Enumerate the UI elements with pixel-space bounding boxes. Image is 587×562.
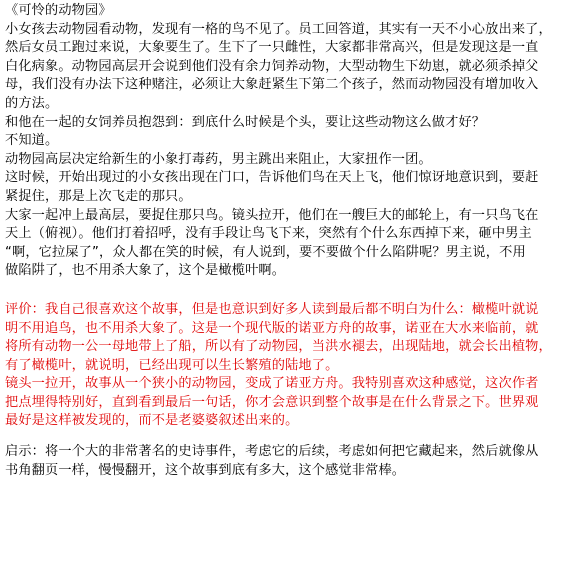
story-line: 做陷阱了，也不用杀大象了，这个是橄榄叶啊。 (5, 263, 286, 279)
story-line: 和他在一起的女饲养员抱怨到：到底什么时候是个头，要让这些动物这么做才好？ (5, 114, 486, 130)
story-line: 紧捉住，那是上次飞走的那只。 (5, 188, 192, 204)
story-line: “啊，它拉屎了”，众人都在笑的时候，有人说到，要不要做个什么陷阱呢？男主说，不用 (5, 244, 526, 260)
story-line: 母，我们没有办法下这种赌注，必须让大象赶紧生下第二个孩子，然而动物园没有增加收入 (5, 77, 539, 93)
review-line: 评价：我自己很喜欢这个故事，但是也意识到好多人读到最后都不明白为什么：橄榄叶就说 (5, 301, 539, 317)
insight-line: 书角翻页一样，慢慢翻开，这个故事到底有多大，这个感觉非常棒。 (5, 462, 406, 478)
story-line: 不知道。 (5, 133, 59, 149)
review-line: 有了橄榄叶，就说明，已经出现可以生长繁殖的陆地了。 (5, 357, 339, 373)
story-line: 小女孩去动物园看动物，发现有一格的鸟不见了。员工回答道，其实有一天不小心放出来了， (5, 21, 552, 37)
story-line: 大家一起冲上最高层，要捉住那只鸟。镜头拉开，他们在一艘巨大的邮轮上，有一只鸟飞在 (5, 207, 539, 223)
insight-line: 启示：将一个大的非常著名的史诗事件，考虑它的后续，考虑如何把它藏起来，然后就像从 (5, 444, 539, 460)
document-title: 《可怜的动物园》 (5, 3, 112, 18)
review-line: 把点埋得特别好，直到看到最后一句话，你才会意识到整个故事是在什么背景之下。世界观 (5, 394, 539, 410)
story-section (5, 21, 582, 281)
story-line: 的方法。 (5, 95, 59, 111)
review-line: 明不用追鸟，也不用杀大象了。这是一个现代版的诺亚方舟的故事，诺亚在大水来临前，就 (5, 320, 539, 336)
insight-section (5, 443, 582, 480)
story-line: 然后女员工跑过来说，大象要生了。生下了一只雌性，大家都非常高兴，但是发现这是一直 (5, 40, 539, 56)
review-line: 镜头一拉开，故事从一个狭小的动物园，变成了诺亚方舟。我特别喜欢这种感觉，这次作者 (5, 376, 539, 392)
story-line: 动物园高层决定给新生的小象打毒药，男主跳出来阻止，大家扭作一团。 (5, 151, 432, 167)
story-line: 这时候，开始出现过的小女孩出现在门口，告诉他们鸟在天上飞，他们惊讶地意识到，要赶 (5, 170, 539, 186)
section-spacer (5, 281, 582, 301)
review-line: 将所有动物一公一母地带上了船，所以有了动物园，当洪水褪去，出现陆地，就会长出植物， (5, 339, 552, 355)
story-line: 白化病象。动物园高层开会说到他们没有余力饲养动物，大型动物生下幼崽，就必须杀掉父 (5, 58, 539, 74)
section-spacer (5, 431, 582, 443)
review-section (5, 301, 582, 431)
document-page (5, 2, 582, 480)
story-line: 天上（俯视）。他们打着招呼，没有手段让鸟飞下来，突然有个什么东西掉下来，砸中男主 (5, 226, 532, 242)
review-line: 最好是这样被发现的，而不是老婆婆叙述出来的。 (5, 413, 299, 429)
